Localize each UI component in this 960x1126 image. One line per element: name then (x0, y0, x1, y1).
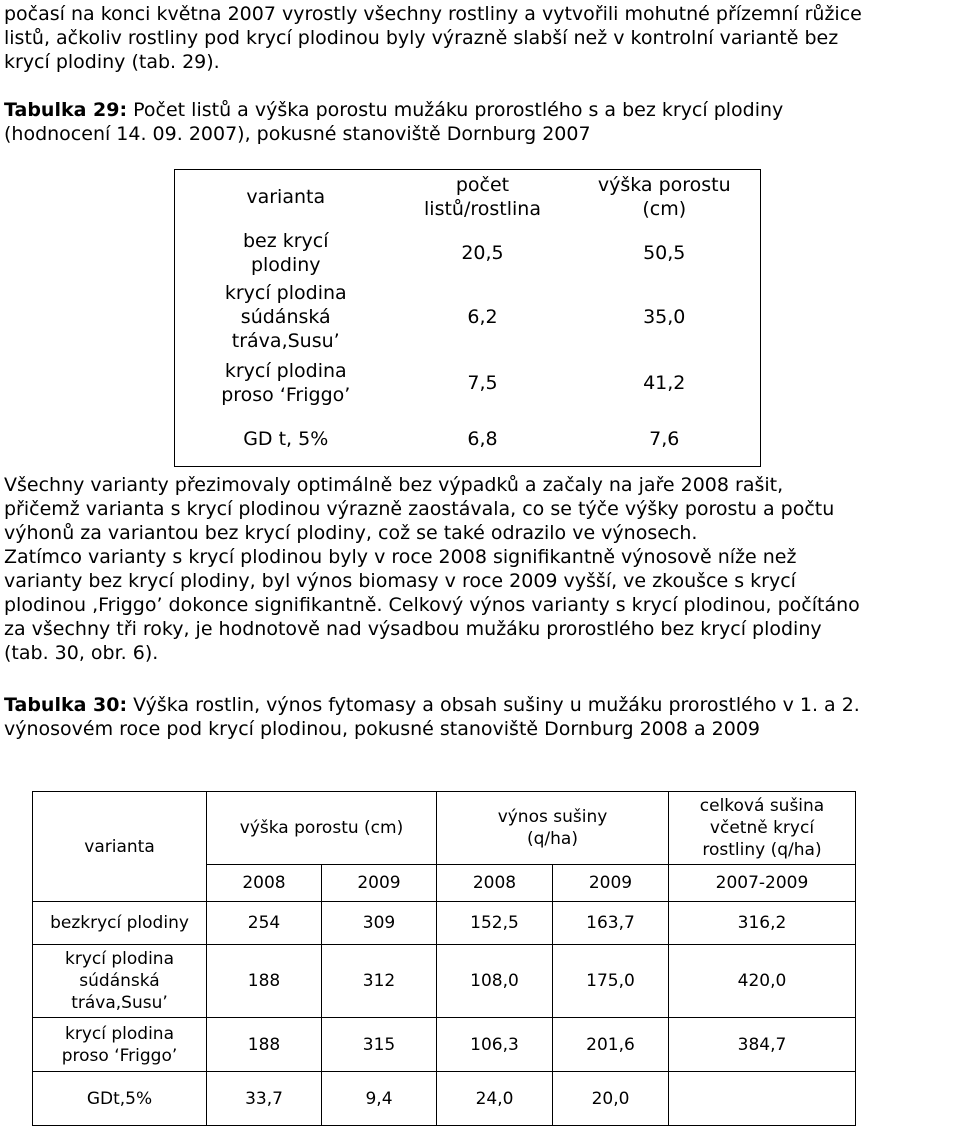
value-cell: 384,7 (669, 1018, 856, 1072)
height-cell: 35,0 (643, 306, 686, 328)
gd-value-cell: 24,0 (437, 1072, 553, 1126)
body-line: plodinou ‚Friggo’ dokonce signifikantně. Celkový výnos varianty s krycí plodinou, počítáno (4, 594, 860, 616)
table30-caption-text: Výška rostlin, výnos fytomasy a obsah sušiny u mužáku prorostlého v 1. a 2. (127, 694, 860, 716)
variant-cell: krycí plodina proso ‘Friggo’ (33, 1018, 207, 1072)
body-line: Všechny varianty přezimovaly optimálně bez výpadků a začaly na jaře 2008 rašit, (4, 474, 784, 496)
table30-caption (4, 693, 956, 741)
header-cell-variant: varianta (246, 186, 326, 208)
gd-empty-cell (669, 1072, 856, 1126)
intro-paragraph (4, 2, 956, 74)
table-header-row (175, 170, 761, 225)
gd-row (33, 1072, 856, 1126)
header-cell-variant: varianta (33, 792, 207, 902)
year-cell: 2008 (437, 865, 553, 902)
table-row (33, 902, 856, 945)
year-cell: 2007-2009 (669, 865, 856, 902)
value-cell: 188 (207, 945, 322, 1018)
leaves-cell: 7,5 (467, 371, 498, 394)
body-line: přičemž varianta s krycí plodinou výrazně zaostávala, co se týče výšky porostu a počtu (4, 498, 835, 520)
intro-line: listů, ačkoliv rostliny pod krycí plodinou byly výrazně slabší než v kontrolní variantě bez (4, 27, 839, 49)
table-row (175, 353, 761, 412)
leaves-cell: 20,5 (461, 241, 504, 264)
value-cell: 106,3 (437, 1018, 553, 1072)
table-30 (32, 791, 856, 1126)
table30-caption-text: výnosovém roce pod krycí plodinou, pokusné stanoviště Dornburg 2008 a 2009 (4, 718, 761, 740)
value-cell: 108,0 (437, 945, 553, 1018)
height-cell: 41,2 (643, 371, 686, 394)
value-cell: 254 (207, 902, 322, 945)
variant-cell: bezkrycí plodiny (33, 902, 207, 945)
gd-leaves-cell: 6,8 (467, 428, 498, 450)
height-cell: 50,5 (643, 241, 686, 264)
leaves-cell: 6,2 (467, 306, 498, 328)
gd-value-cell: 33,7 (207, 1072, 322, 1126)
value-cell: 163,7 (553, 902, 669, 945)
body-line: za všechny tři roky, je hodnotově nad výsadbou mužáku prorostlého bez krycí plodiny (4, 618, 822, 640)
value-cell: 201,6 (553, 1018, 669, 1072)
header-cell-total: celková sušina včetně krycí rostliny (q/ha) (669, 792, 856, 865)
gd-label-cell: GDt,5% (33, 1072, 207, 1126)
table29-caption-text: Počet listů a výška porostu mužáku prorostlého s a bez krycí plodiny (127, 99, 784, 121)
value-cell: 420,0 (669, 945, 856, 1018)
variant-cell: krycí plodina proso ‘Friggo’ (221, 359, 351, 406)
table29-caption-label: Tabulka 29: (4, 99, 128, 121)
gd-label-cell: GD t, 5% (243, 428, 329, 450)
value-cell: 316,2 (669, 902, 856, 945)
year-cell: 2009 (322, 865, 437, 902)
value-cell: 312 (322, 945, 437, 1018)
intro-line: krycí plodiny (tab. 29). (4, 51, 220, 73)
year-cell: 2009 (553, 865, 669, 902)
value-cell: 315 (322, 1018, 437, 1072)
variant-cell: krycí plodina súdánská tráva,Susu’ (224, 282, 347, 352)
table-29 (174, 169, 761, 467)
table-row (175, 281, 761, 353)
gd-row (175, 412, 761, 467)
table-row (175, 224, 761, 281)
header-cell-yield: výnos sušiny (q/ha) (437, 792, 669, 865)
table-header-row (33, 792, 856, 865)
gd-value-cell: 20,0 (553, 1072, 669, 1126)
body-line: varianty bez krycí plodiny, byl výnos biomasy v roce 2009 vyšší, ve zkoušce s krycí (4, 570, 796, 592)
year-cell: 2008 (207, 865, 322, 902)
table29-caption-text: (hodnocení 14. 09. 2007), pokusné stanoviště Dornburg 2007 (4, 123, 591, 145)
body-line: (tab. 30, obr. 6). (4, 642, 159, 664)
header-cell-height: výška porostu (cm) (207, 792, 437, 865)
table29-caption (4, 98, 956, 146)
body-line: Zatímco varianty s krycí plodinou byly v roce 2008 signifikantně výnosově níže než (4, 546, 797, 568)
body-line: výhonů za variantou bez krycí plodiny, což se také odrazilo ve výnosech. (4, 522, 698, 544)
value-cell: 309 (322, 902, 437, 945)
variant-cell: krycí plodina súdánská tráva,Susu’ (33, 945, 207, 1018)
gd-value-cell: 9,4 (322, 1072, 437, 1126)
value-cell: 152,5 (437, 902, 553, 945)
gd-height-cell: 7,6 (649, 428, 680, 450)
body-paragraph (4, 473, 956, 665)
value-cell: 175,0 (553, 945, 669, 1018)
header-cell-height: výška porostu (cm) (597, 174, 731, 220)
table30-caption-label: Tabulka 30: (4, 694, 128, 716)
header-cell-leaves: počet listů/rostlina (424, 174, 541, 220)
table-row (33, 1018, 856, 1072)
variant-cell: bez krycí plodiny (242, 229, 329, 276)
intro-line: počasí na konci května 2007 vyrostly všechny rostliny a vytvořili mohutné přízemní růžice (4, 3, 862, 25)
value-cell: 188 (207, 1018, 322, 1072)
table-row (33, 945, 856, 1018)
